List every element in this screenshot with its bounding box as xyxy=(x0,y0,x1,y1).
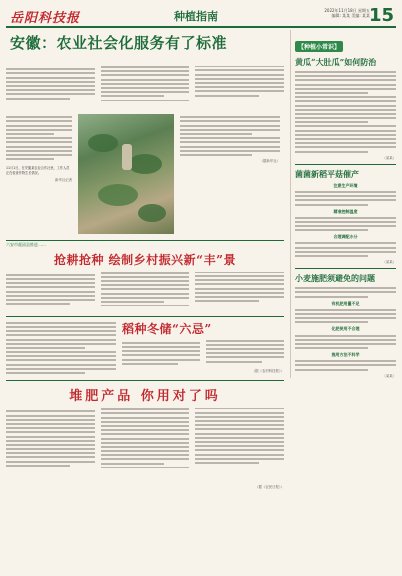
sidebar-item2-sub2: 精准控制温度 xyxy=(333,208,358,214)
main-column xyxy=(6,66,284,489)
sidebar-column xyxy=(290,30,396,378)
sidebar-item3-body1 xyxy=(295,309,396,324)
lead-article-body xyxy=(6,66,284,110)
sidebar-item3-body3 xyxy=(295,360,396,370)
sidebar-item2-body1 xyxy=(295,191,396,206)
sidebar-item3-title: 小麦施肥须避免的问题 xyxy=(295,273,375,284)
story2-body-right xyxy=(122,340,284,368)
lead-article-body-end xyxy=(180,116,280,156)
issue-date: 2022年11月18日 星期五 xyxy=(324,8,370,13)
sidebar-item1-author: （某某） xyxy=(382,155,396,160)
sidebar-tag: 【种植小常识】 xyxy=(295,41,343,52)
sidebar-item2-sub3: 合理调配水分 xyxy=(333,234,358,240)
sidebar-item3-sub1: 有机肥用量不足 xyxy=(331,300,360,306)
story2-title: 稻种冬储“六忌” xyxy=(122,321,212,336)
sidebar-item2-author: （某某） xyxy=(382,260,396,265)
story2-author: （据《农村科技报》） xyxy=(251,368,284,373)
greenhouse-photo xyxy=(78,114,174,234)
sidebar-item2-sub1: 注意生产环境 xyxy=(333,182,358,188)
story1-title: 抢耕抢种 绘制乡村振兴新“丰”景 xyxy=(54,252,236,267)
issue-editor: 编辑: 某某 美编: 某某 xyxy=(331,13,370,18)
sidebar-item3-author: （某某） xyxy=(382,373,396,378)
sidebar-item3-sub3: 施用方法不科学 xyxy=(331,352,360,358)
photo-reporter: 新华社记者 xyxy=(55,178,72,183)
story3-body xyxy=(6,408,284,484)
sidebar-item2-body3 xyxy=(295,242,396,257)
sidebar-item2-body2 xyxy=(295,217,396,232)
story3-title: 堆肥产品 你用对了吗 xyxy=(69,389,221,405)
masthead xyxy=(6,6,396,28)
sidebar-item3-body2 xyxy=(295,335,396,350)
story1-kicker: 六安市霍邱县推进…… xyxy=(6,242,46,247)
story3-author: （据《农民日报》） xyxy=(255,485,284,490)
sidebar-item2-title: 菌菌新稻平菇催产 xyxy=(295,168,359,179)
issue-meta xyxy=(324,8,370,18)
sidebar-item3-intro xyxy=(295,287,396,297)
lead-source: （据新华社） xyxy=(259,159,280,164)
page-number: 15 xyxy=(368,5,394,26)
story1-body xyxy=(6,272,284,312)
sidebar-item1-body xyxy=(295,71,396,153)
newspaper-brand: 岳阳科技报 xyxy=(10,11,81,26)
story2-body-left xyxy=(6,322,116,374)
section-title: 种植指南 xyxy=(174,10,218,23)
lead-article-body-cont xyxy=(6,116,72,160)
photo-caption: 11月1日，在安徽某农业合作社里，工作人员正在检查作物生长情况。 xyxy=(6,166,70,175)
main-headline: 安徽：农业社会化服务有了标准 xyxy=(10,34,228,52)
sidebar-item3-sub2: 化肥使用不合理 xyxy=(331,326,360,332)
sidebar-item1-title: 黄瓜“大肚瓜”如何防治 xyxy=(295,57,377,67)
